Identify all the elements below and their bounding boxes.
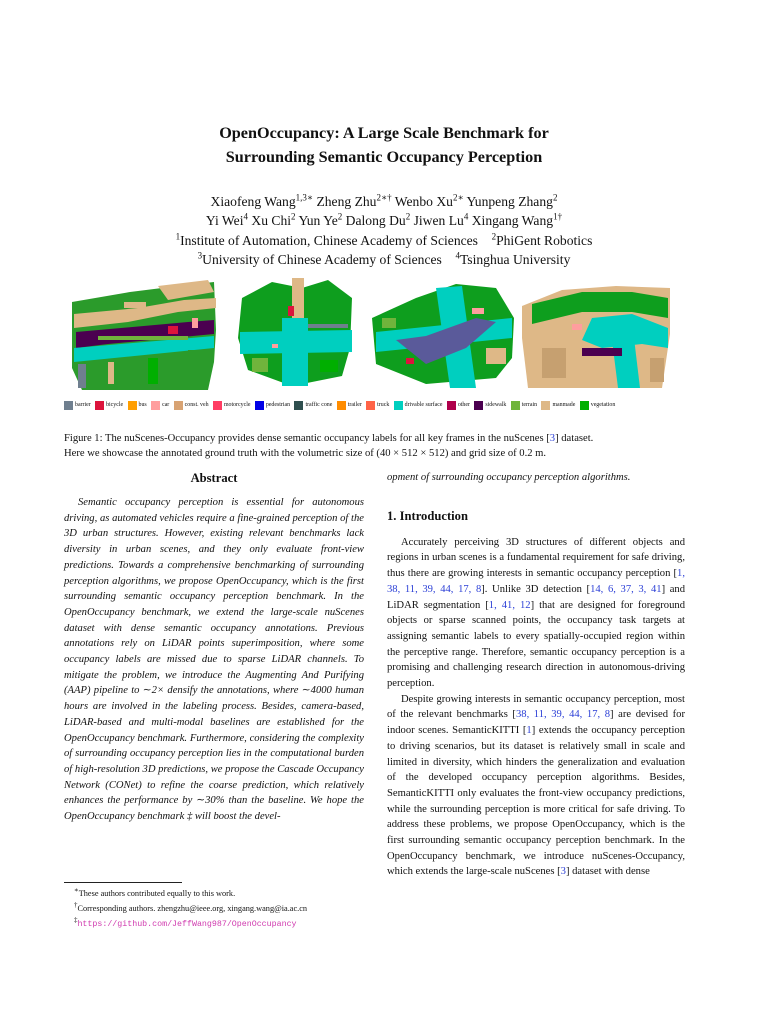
legend-label: terrain [521,402,538,408]
caption-line-2: Here we showcase the annotated ground truth with the volumetric size of (40 × 512 × 512) and grid size of 0.2 m. [64,448,547,459]
affiliation-line-1 [0,231,768,250]
legend-swatch [511,401,520,410]
citation-link[interactable]: 14, 6, 37, 3, 41 [590,583,662,595]
citation-link[interactable]: 1, 41, 12 [488,599,531,611]
legend-label: motorcycle [223,402,251,408]
author-name: Dalong Du$^2$ [345,211,411,229]
affiliation: $^3$University of Chinese Academy of Sciences [197,250,442,267]
abstract-text: Semantic occupancy perception is essential for autonomous driving, as automated vehicles require a fine-grained perception of the 3D urban structures. However, existing relevant benchmarks lack diversity in urban scenes, and they only evaluate front-view predictions. Towards a comprehensive benchmarking of surrounding perception algorithms, we propose OpenOccupancy, which is the first surrounding semantic occupancy perception benchmark. In the OpenOccupancy benchmark, we extend the large-scale nuScenes dataset with dense semantic occupancy annotations. Previous annotations rely on LiDAR points superimposition, where some occupancy labels are missed due to sparse LiDAR channels. To mitigate the problem, we introduce the Augmenting And Purifying (AAP) pipeline to ∼2× densify the annotations, where ∼4000 human hours are involved in the labeling process. Besides, camera-based, LiDAR-based and multi-modal baselines are established for the OpenOccupancy benchmark. Furthermore, considering the complexity of surrounding occupancy perception lies in the computational burden of high-resolution 3D predictions, we propose the Cascade Occupancy Network (CONet) to refine the coarse prediction, which relatively enhances the performance by ∼30% than the baseline. We hope the OpenOccupancy benchmark ‡ will boost the devel- [64,497,364,823]
figure-caption [64,431,704,461]
citation-link[interactable]: 1, 38, 11, 39, 44, 17, 8 [387,568,685,595]
right-column [387,470,685,880]
legend-item [447,401,470,410]
legend-swatch [541,401,550,410]
legend-swatch [64,401,73,410]
author-line-2 [0,211,768,230]
legend-label: barrier [75,402,91,408]
legend-swatch [337,401,346,410]
legend-item [64,401,91,410]
legend-item [541,401,575,410]
legend-swatch [447,401,456,410]
legend-label: truck [377,402,390,408]
legend-swatch [294,401,303,410]
legend-item [95,401,123,410]
author-block [0,192,768,269]
legend-label: vegetation [590,402,616,408]
left-column [64,470,364,825]
legend-label: car [162,402,170,408]
affiliation: $^1$Institute of Automation, Chinese Academy of Sciences [175,231,478,248]
legend-swatch [366,401,375,410]
legend-label: manmade [552,402,576,408]
legend-item [294,401,332,410]
legend-swatch [174,401,183,410]
legend-swatch [394,401,403,410]
legend-label: const. veh [184,402,209,408]
legend-swatch [255,401,264,410]
legend-label: traffic cone [305,402,333,408]
legend-label: other [457,402,470,408]
author-name: Zheng Zhu$^{2∗\dagger}$ [316,192,392,209]
occupancy-scene-4 [522,278,674,390]
legend-label: drivable surface [404,402,443,408]
affiliation: $^4$Tsinghua University [455,250,571,267]
author-name: Xu Chi$^2$ [251,211,296,229]
legend-swatch [128,401,137,410]
intro-paragraph-2: Despite growing interests in semantic occupancy perception, most of the relevant benchmarks [38, 11, 39, 44, 17, 8] are devised for indoor scenes. SemanticKITTI [1] extends the occupancy perception to driving scenarios, but its dataset is relatively small in scale and limited in diversity, which hinders the generalization and evaluation of the developed occupancy perception algorithms. Besides, SemanticKITTI only evaluates the front-view occupancy predictions, while the surrounding perception is more critical for safe driving. To address these problems, we propose OpenOccupancy, which is the first surrounding semantic occupancy perception benchmark. In the OpenOccupancy benchmark, we introduce nuScenes-Occupancy, which extends the large-scale nuScenes [3] dataset with dense [387,693,685,878]
author-name: Yi Wei$^4$ [205,211,248,229]
paper-title [0,121,768,169]
legend-item [174,401,209,410]
figure-1 [64,278,704,414]
author-name: Jiwen Lu$^4$ [413,211,469,229]
author-name: Yunpeng Zhang$^2$ [466,192,558,209]
occupancy-scene-3 [366,278,518,390]
legend-label: bicycle [106,402,124,408]
legend-item [128,401,147,410]
legend-item [337,401,362,410]
caption-line-1: Figure 1: The nuScenes-Occupancy provides dense semantic occupancy labels for all key frames in the nuScenes [3] dataset. [64,433,594,444]
footnote-2: †Corresponding authors. zhengzhu@ieee.org, xingang.wang@ia.ac.cn [74,902,308,913]
footnote-rule [64,882,182,883]
legend-item [151,401,169,410]
affiliation-line-2 [0,250,768,269]
title-line-2: Surrounding Semantic Occupancy Perception [225,148,543,166]
occupancy-scene-2 [232,278,358,390]
title-line-1: OpenOccupancy: A Large Scale Benchmark for [219,124,549,142]
footnote-1: ∗These authors contributed equally to this work. [74,887,236,898]
author-name: Xiaofeng Wang$^{1,3∗}$ [210,192,314,209]
citation-link[interactable]: 3 [560,866,566,878]
legend-label: trailer [347,402,362,408]
legend-swatch [95,401,104,410]
citation-link[interactable]: 38, 11, 39, 44, 17, 8 [515,709,611,721]
legend-item [580,401,616,410]
legend-swatch [213,401,222,410]
author-name: Xingang Wang$^{1\dagger}$ [471,211,563,229]
legend-item [366,401,389,410]
footnote-3: ‡https://github.com/JeffWang987/OpenOccupancy [74,917,297,929]
legend-swatch [151,401,160,410]
citation-link[interactable]: 1 [526,725,532,737]
intro-paragraph-1: Accurately perceiving 3D structures of different objects and regions in urban scenes is a fundamental requirement for safe driving, thus there are growing interests in semantic occupancy perception [1, 38, 11, 39, 44, 17, 8]. Unlike 3D detection [14, 6, 37, 3, 41] and LiDAR segmentation [1, 41, 12] that are designed for foreground objects or sparse scanned points, the occupancy task targets at assigning semantic labels to every spatially-occupied region within the perceptive range. Therefore, semantic occupancy perception is a promising and challenging research direction in autonomous-driving perception. [387,536,686,690]
legend-label: pedestrian [265,402,291,408]
section-heading-introduction: 1. Introduction [387,508,468,523]
class-legend [64,398,704,412]
legend-swatch [474,401,483,410]
author-name: Yun Ye$^2$ [298,211,343,229]
legend-label: bus [138,402,147,408]
legend-item [255,401,290,410]
github-link[interactable]: https://github.com/JeffWang987/OpenOccupancy [77,919,297,929]
abstract-continuation: opment of surrounding occupancy perception algorithms. [387,472,631,483]
citation-link[interactable]: 3 [549,433,556,444]
affiliation: $^2$PhiGent Robotics [491,231,593,248]
legend-label: sidewalk [485,402,507,408]
occupancy-scene-1 [68,278,218,390]
legend-swatch [580,401,589,410]
author-name: Wenbo $Xu^{2∗}$ [394,192,464,209]
author-line-1 [0,192,768,211]
footnotes [64,882,364,931]
legend-item [511,401,537,410]
legend-item [394,401,443,410]
abstract-heading: Abstract [190,471,238,485]
legend-item [213,401,251,410]
legend-item [474,401,506,410]
